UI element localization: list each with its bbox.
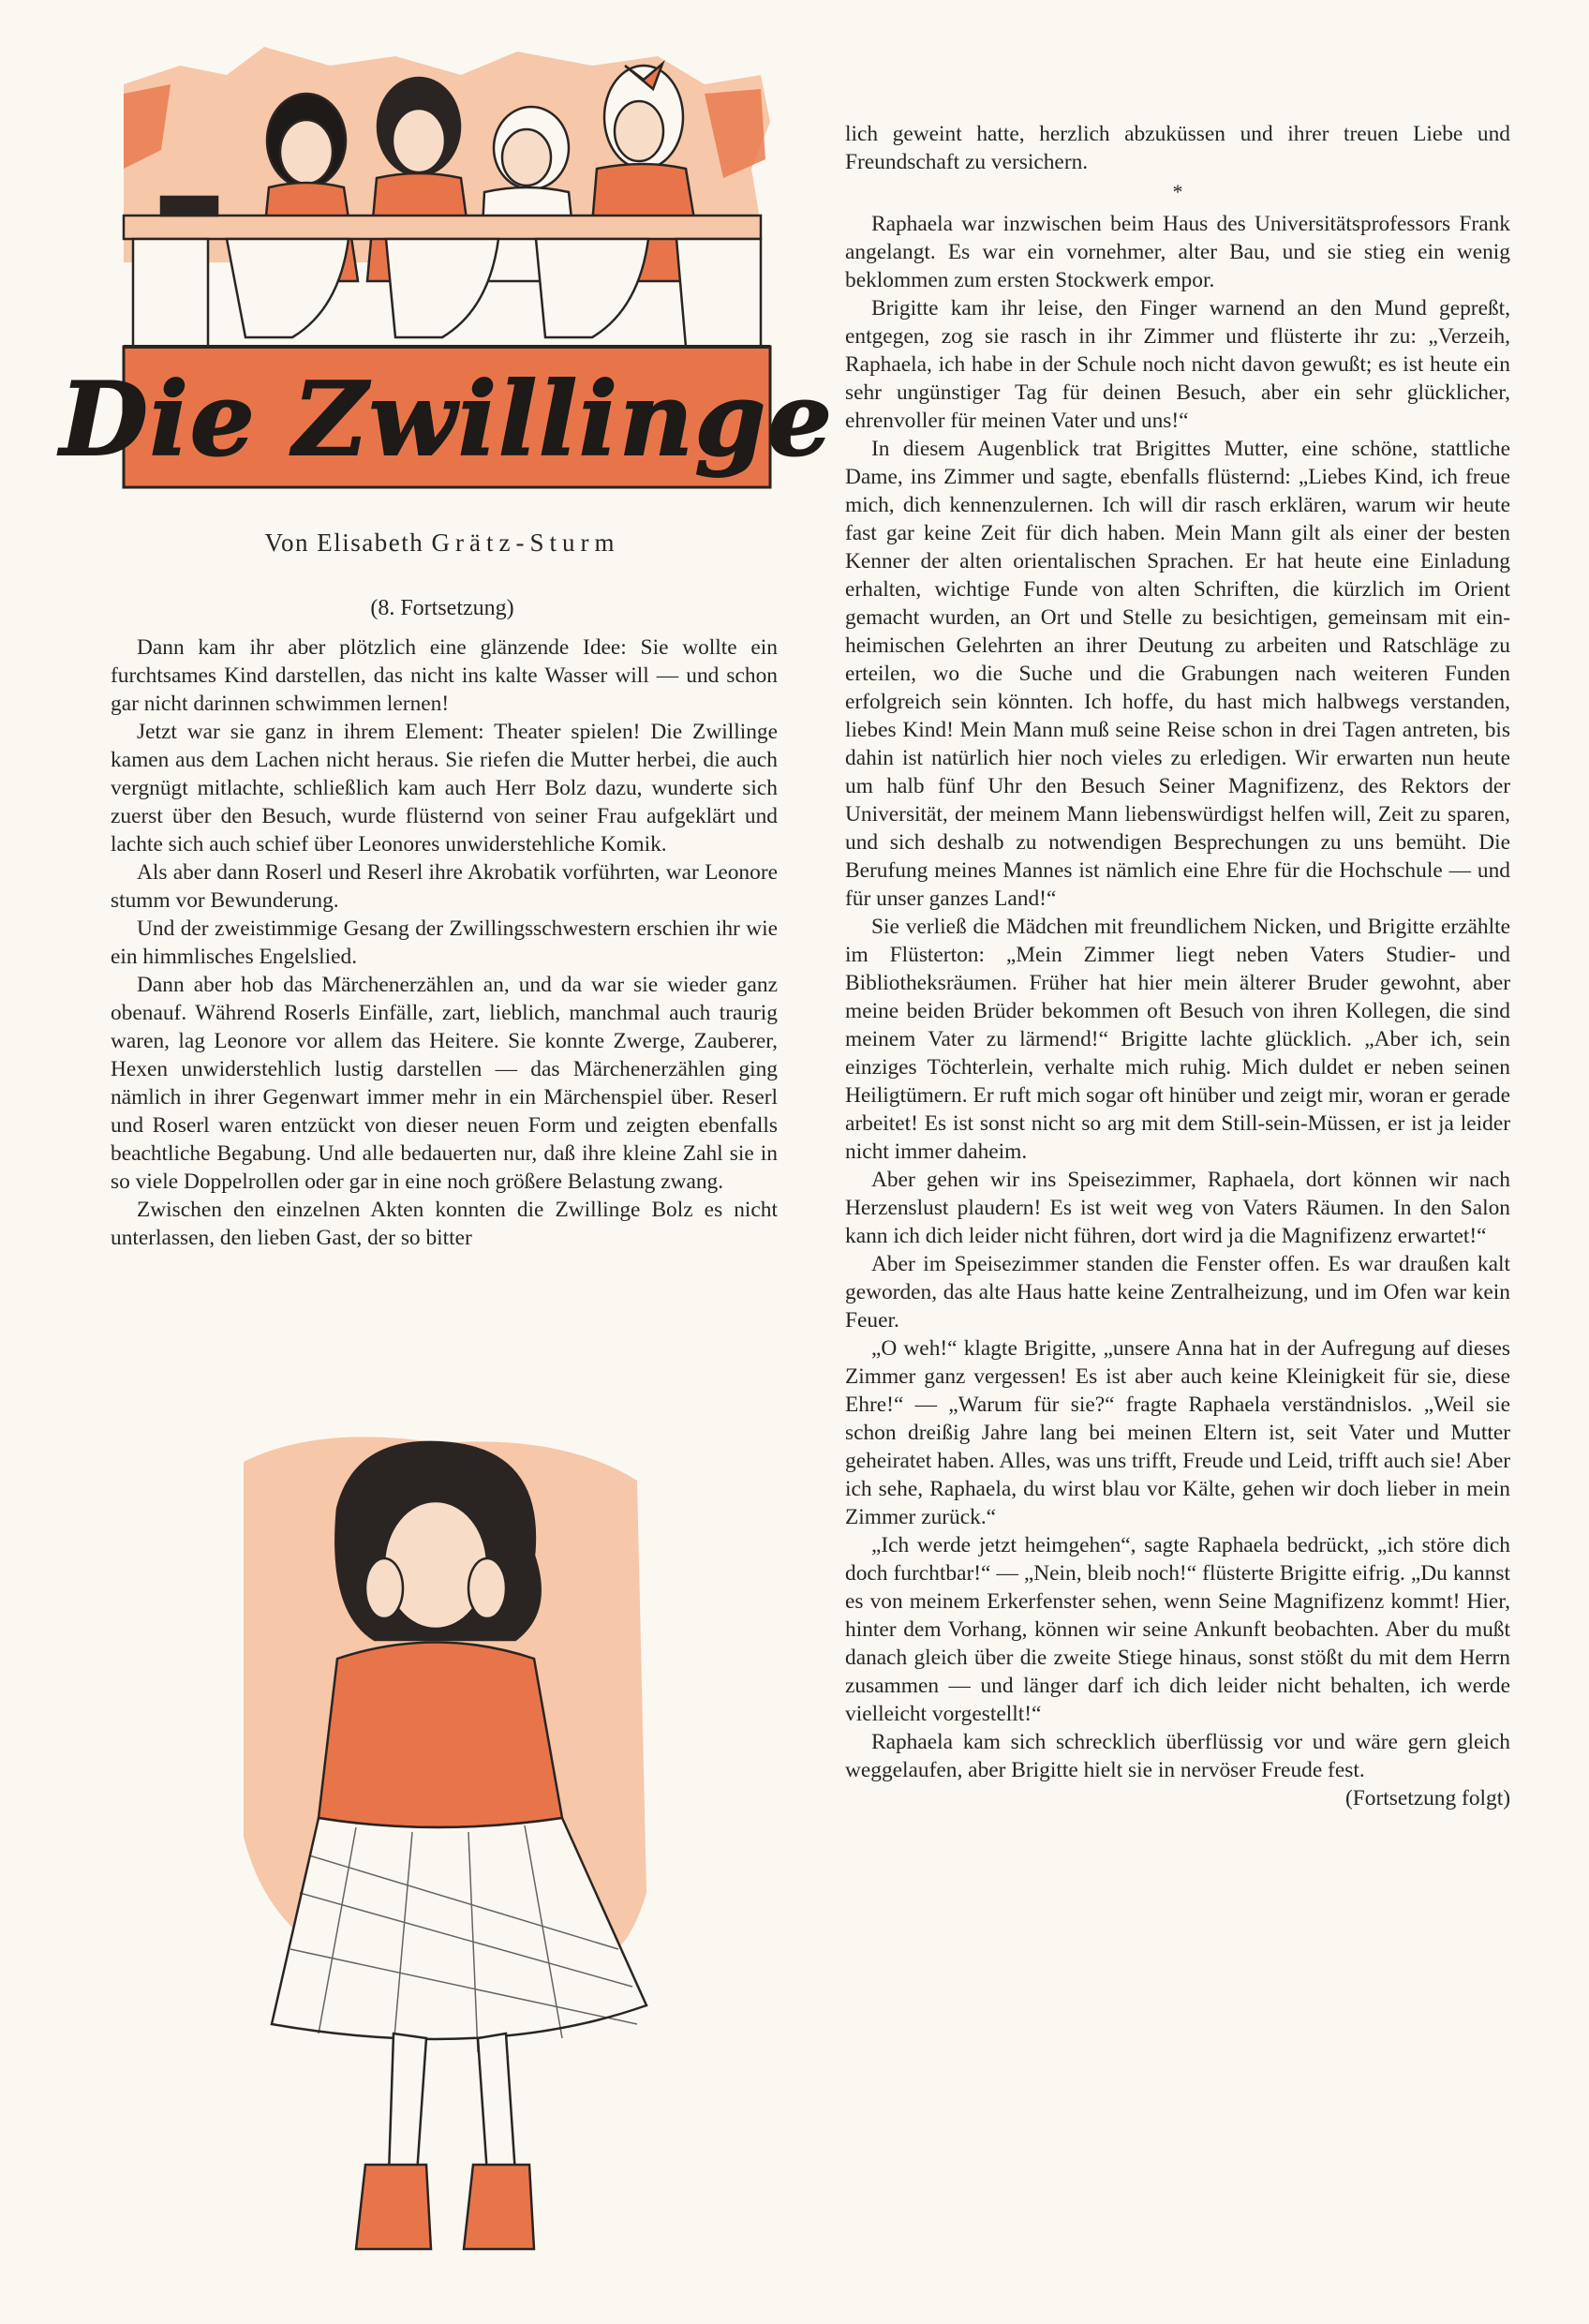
- paragraph: Aber im Speisezimmer standen die Fenster offen. Es war draußen kalt geworden, das alte Haus hatte keine Zentralheizung, und im Ofen war kein Feuer.: [845, 1252, 1510, 1333]
- paragraph: Brigitte kam ihr leise, den Finger warnend an den Mund gepreßt, entgegen, zog sie rasch in ihr Zimmer und flüsterte ihr zu: „Verzeih, Raphaela, ich habe in der Schule noch nicht davon gewußt; es ist heute ein sehr ungünstiger Tag für deinen Besuch, aber ein sehr glücklicher, ehrenvoller für meinen Vater und uns!“: [845, 296, 1510, 433]
- paragraph: Jetzt war sie ganz in ihrem Element: Theater spielen! Die Zwillinge kamen aus dem Lachen nicht heraus. Sie riefen die Mutter herbei, die auch vergnügt mitlachte, schließlich kam auch Herr Bolz dazu, wunderte sich zuerst über den Besuch, wurde flüsternd von seiner Frau aufgeklärt und lachte sich auch schief über Leonores unwiderstehliche Komik.: [111, 720, 778, 857]
- paragraph: In diesem Augenblick trat Brigittes Mutter, eine schöne, stattliche Dame, ins Zimmer und sagte, ebenfalls flüsternd: „Liebes Kind, ich freue mich, dich kennenzulernen. Ich will dir rasch erklären, warum wir heute fast gar keine Zeit für dich haben. Mein Mann gilt als einer der besten Kenner der alten orientalischen Sprachen. Er hat heute eine Einladung erhalten, wichtige Funde von alten Schriften, die kürzlich im Orient gemacht wurden, an Ort und Stelle zu besichtigen, gemeinsam mit einheimischen Gelehrten an ihrer Deutung zu arbeiten und Ratschläge zu erteilen, wo die Suche und die Grabungen nach weiteren Funden erfolgreich sein könnten. Ich hoffe, du hast mich halbwegs verstanden, liebes Kind! Mein Mann muß seine Reise schon in drei Tagen antreten, bis dahin ist natürlich hier noch vieles zu erledigen. Wir erwarten nun heute um halb fünf Uhr den Besuch Seiner Magnifizenz, des Rektors der Universität, der meinem Mann liebenswürdigst helfen will, Zeit zu sparen, und sich deshalb zu notwendigen Besprechungen zu uns bemüht. Die Berufung meines Mannes ist nämlich eine Ehre für die Hochschule — und für unser ganzes Land!“: [845, 437, 1510, 911]
- title-logo: Die Zwillinge: [60, 361, 834, 479]
- right-column: [845, 120, 1510, 1812]
- byline: Von Elisabeth Grätz-Sturm: [264, 529, 620, 557]
- paragraph: „O weh!“ klagte Brigitte, „unsere Anna hat in der Aufregung auf dieses Zimmer ganz vergessen! Es ist aber auch keine Kleinigkeit für sie, diese Ehre!“ — „Warum für sie?“ fragte Raphaela verständnislos. „Weil sie schon dreißig Jahre lang bei meinen Eltern ist, seit Vater und Mutter geheiratet haben. Alles, was uns trifft, Freude und Leid, trifft auch sie! Aber ich sehe, Raphaela, du wirst blau vor Kälte, gehen wir doch lieber in mein Zimmer zurück.“: [845, 1336, 1510, 1529]
- paragraph: Raphaela war inzwischen beim Haus des Universitätsprofessors Frank angelangt. Es war ein vornehmer, alter Bau, und sie stieg ein wenig beklommen zum ersten Stockwerk empor.: [845, 212, 1510, 292]
- paragraph: Sie verließ die Mädchen mit freundlichem Nicken, und Brigitte erzählte im Flüsterton: „Mein Zimmer liegt neben Vaters Studier- und Bibliotheksräumen. Früher hat hier mein älterer Bruder gewohnt, aber meine beiden Brüder bekommen oft Besuch von ihren Kollegen, die sind meinem Vater zu lärmend!“ Brigitte lachte glücklich. „Aber ich, sein einziges Töchterlein, verhalte mich ruhig. Mich duldet er neben seinen Heiligtümern. Er ruft mich sogar oft hinüber und zeigt mir, woran er gerade arbeitet! Es ist sonst nicht so arg mit dem Still-sein-Müssen, er ist ja leider nicht immer daheim.: [845, 915, 1510, 1164]
- closing-text: Raphaela kam sich schrecklich überflüssig vor und wäre gern gleich weggelaufen, aber Brigitte hielt sie in nervöser Freude fest.: [845, 1730, 1510, 1782]
- boots: [356, 2165, 431, 2249]
- girl-illustration: [206, 1424, 675, 2287]
- paragraph: Zwischen den einzelnen Akten konnten die Zwillinge Bolz es nicht unterlassen, den lieben Gast, der so bitter: [111, 1198, 778, 1250]
- header-illustration: [60, 37, 834, 525]
- installment-label: (8. Fortsetzung): [370, 596, 514, 620]
- paragraph: Aber gehen wir ins Speisezimmer, Raphaela, dort können wir nach Herzenslust plaudern! Es ist weit weg von Vaters Räumen. In den Salon kann ich dich leider nicht führen, dort wird ja die Magnifizenz erwartet!“: [845, 1168, 1510, 1248]
- paragraph: Und der zweistimmige Gesang der Zwillingsschwestern erschien ihr wie ein himmlisches Engelslied.: [111, 916, 778, 969]
- paragraph: lich geweint hatte, herzlich abzuküssen und ihrer treuen Liebe und Freundschaft zu versichern.: [845, 122, 1510, 174]
- paragraph: Als aber dann Roserl und Reserl ihre Akrobatik vorführten, war Leonore stumm vor Bewunderung.: [111, 860, 778, 913]
- closing-paragraph: [845, 1728, 1510, 1810]
- paragraph: „Ich werde jetzt heimgehen“, sagte Raphaela bedrückt, „ich störe dich doch furchtbar!“ — „Nein, bleib noch!“ flüsterte Brigitte eifrig. „Du kannst es von meinem Erkerfenster sehen, wenn Seine Magnifizenz kommt! Hier, hinter dem Vorhang, können wir seine Ankunft beobachten. Aber du mußt danach gleich über die zweite Stiege hinaus, sonst stößt du mit dem Herrn zusammen — und länger darf ich dich leider nicht behalten, ich werde vielleicht vorgestellt!“: [845, 1533, 1510, 1726]
- left-column: [111, 633, 778, 1252]
- sweater: [319, 1643, 562, 1828]
- continued-note: (Fortsetzung folgt): [1344, 1786, 1510, 1810]
- paragraph: Dann aber hob das Märchenerzählen an, und da war sie wieder ganz obenauf. Während Roserls Einfälle, zart, lieblich, manchmal auch traurig waren, lag Leonore vor allem das Heitere. Sie konnte Zwerge, Zauberer, Hexen unwiderstehlich lustig darstellen — das Märchenerzählen ging nämlich in ihrer Gegenwart immer mehr in ein Märchenspiel über. Reserl und Roserl waren entzückt von dieser neuen Form und zeigten ebenfalls beachtliche Begabung. Und alle bedauerten nur, daß ihre kleine Zahl sie in so viele Doppelrollen oder gar in eine noch größere Belastung zwang.: [111, 973, 778, 1194]
- paragraph: Dann kam ihr aber plötzlich eine glänzende Idee: Sie wollte ein furchtsames Kind darstellen, das nicht ins kalte Wasser will — und schon gar nicht darinnen schwimmen lernen!: [111, 635, 778, 716]
- section-separator: *: [1172, 180, 1183, 203]
